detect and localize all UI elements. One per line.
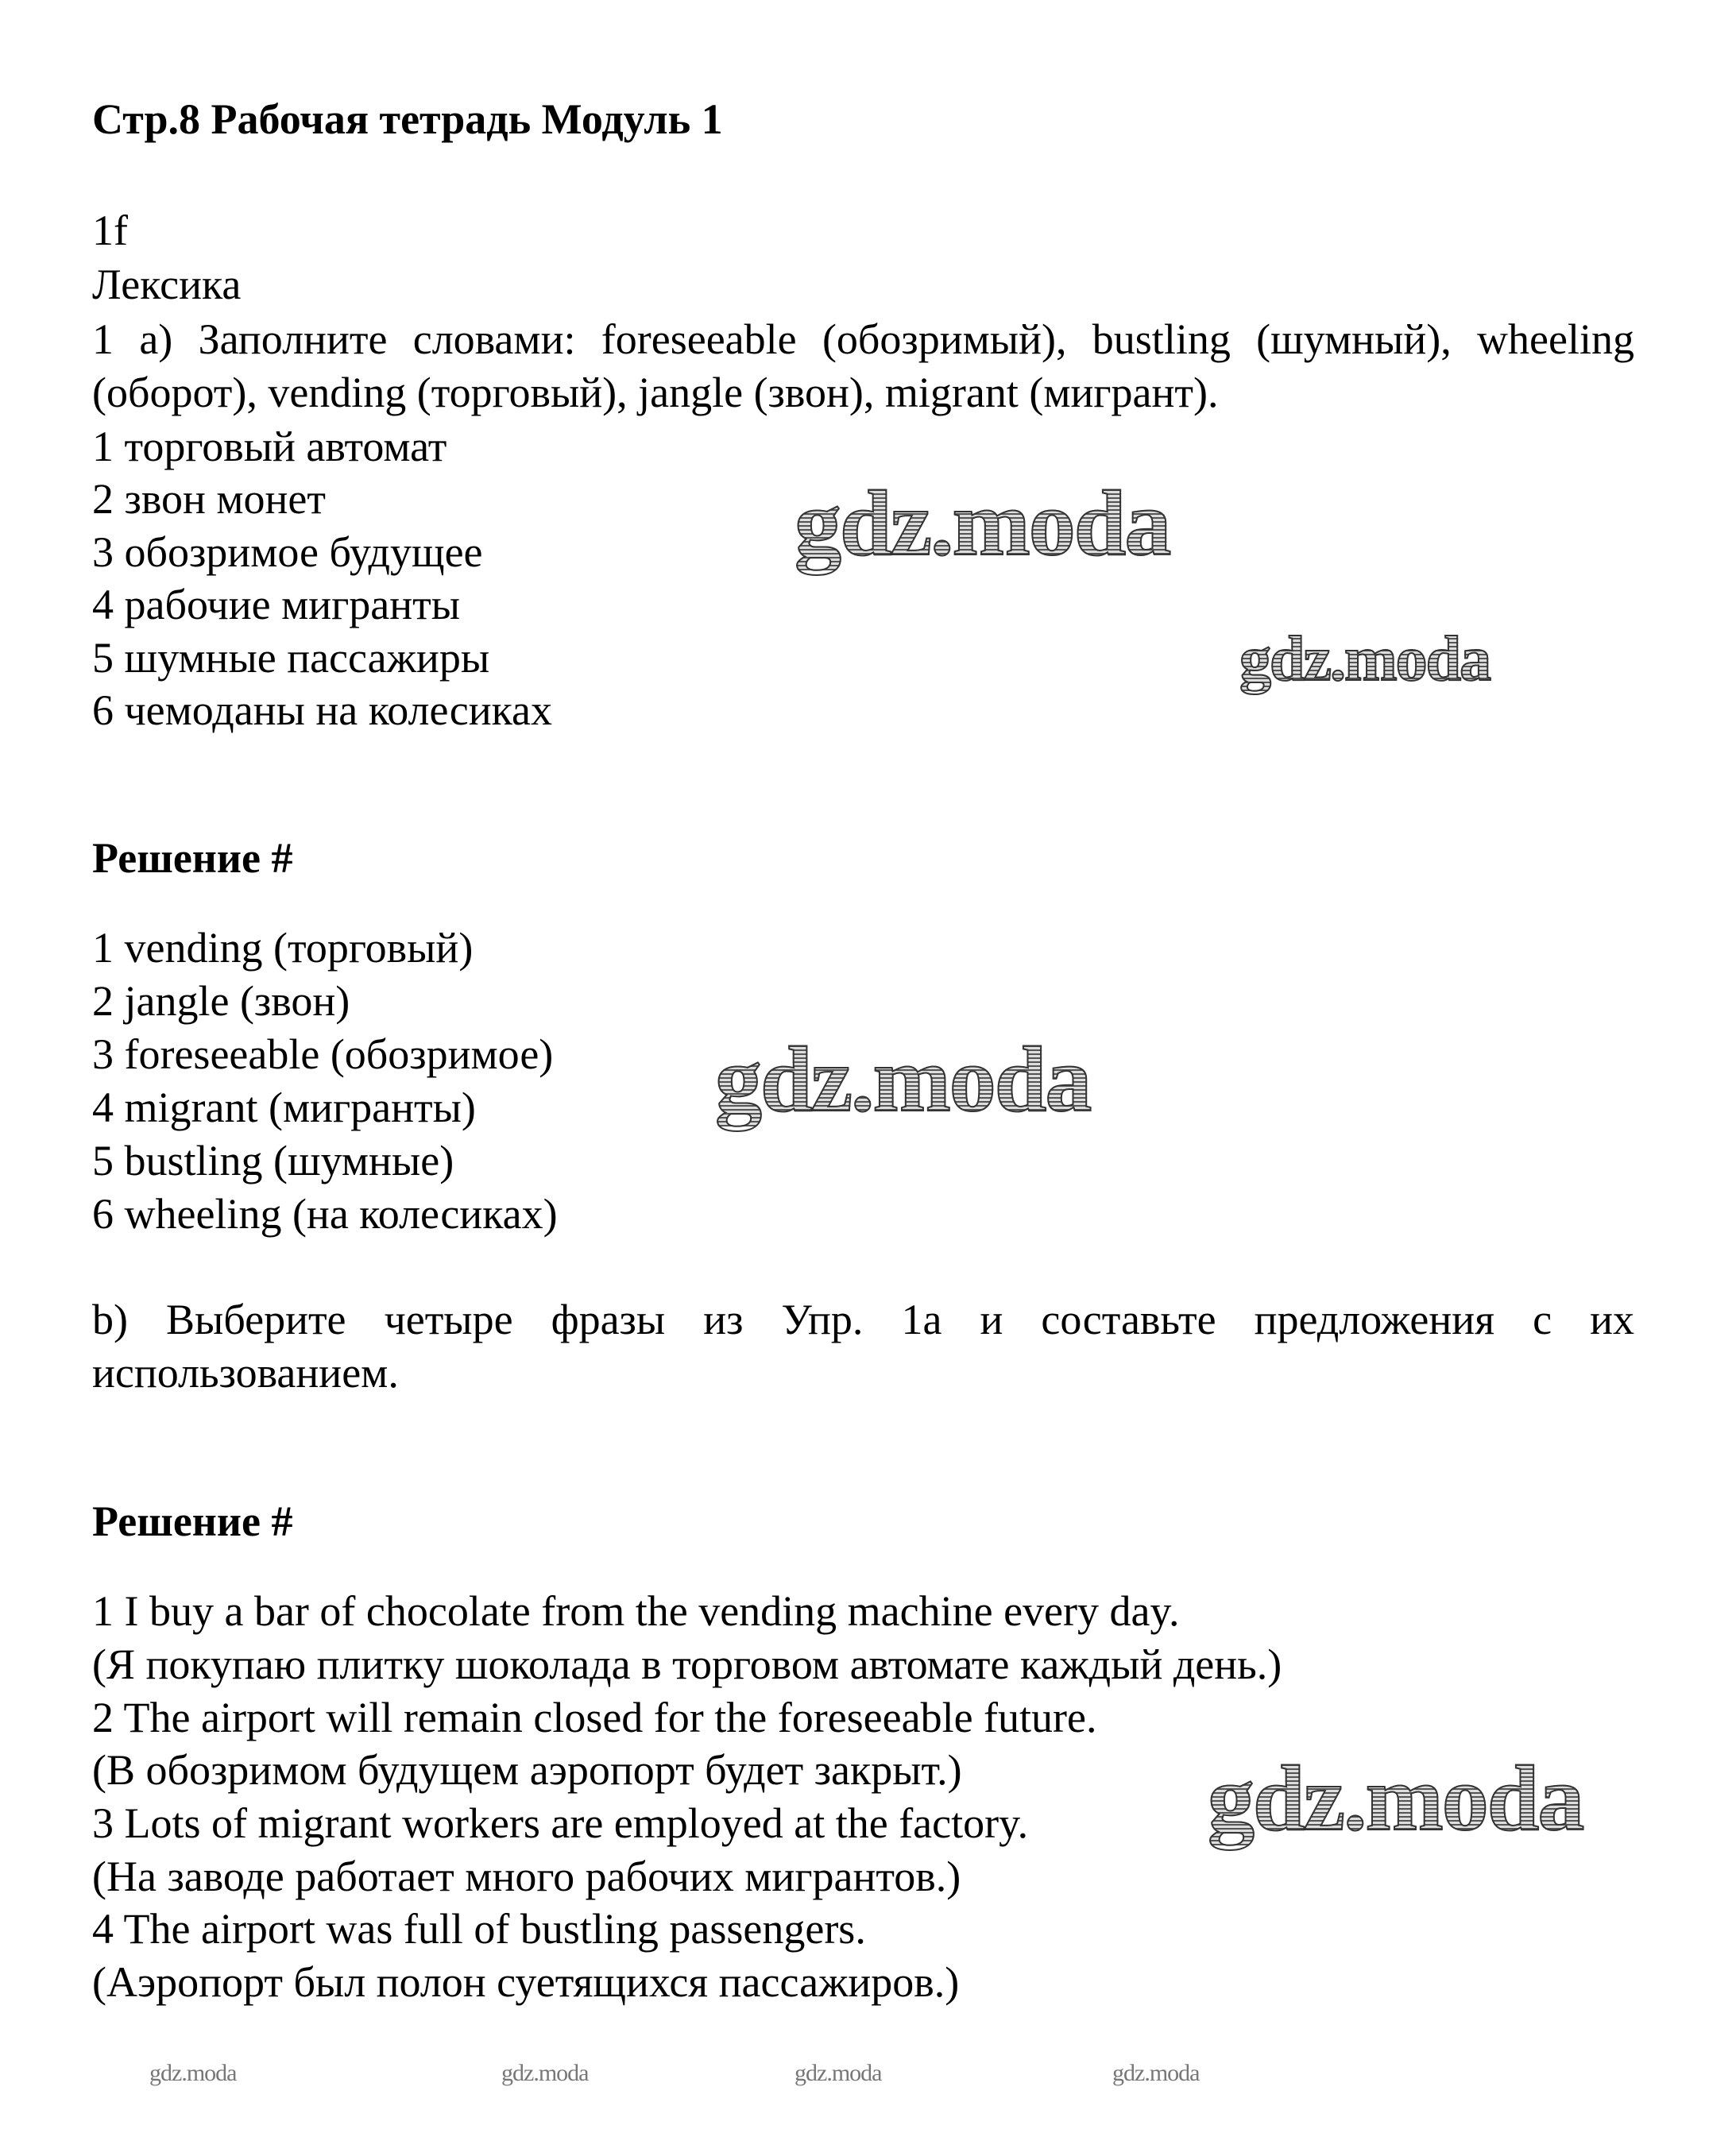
watermark: gdz.moda <box>1239 624 1490 694</box>
watermark: gdz.moda <box>715 1027 1091 1131</box>
answer-item: 3 foreseeable (обозримое) <box>92 1030 554 1078</box>
answer-item: 1 vending (торговый) <box>92 924 474 972</box>
exercise-item: 2 звон монет <box>92 475 326 523</box>
exercise-item: 1 торговый автомат <box>92 423 447 470</box>
page-title: Стр.8 Рабочая тетрадь Модуль 1 <box>92 95 723 143</box>
answer-item: 4 migrant (мигранты) <box>92 1084 476 1131</box>
exercise-item: 6 чемоданы на колесиках <box>92 686 553 734</box>
sentence-line: 3 Lots of migrant workers are employed at the factory. <box>92 1799 1029 1847</box>
sentence-line: (Я покупаю плитку шоколада в торговом автомате каждый день.) <box>92 1640 1282 1688</box>
sentence-line: (Аэропорт был полон суетящихся пассажиров.) <box>92 1958 960 2006</box>
exercise-b-instruction: b) Выберите четыре фразы из Упр. 1a и составьте предложения с их использованием. <box>92 1296 1634 1397</box>
watermark-small: gdz.moda <box>149 2060 237 2086</box>
exercise-a-instruction: 1 a) Заполните словами: foreseeable (обозримый), bustling (шумный), wheeling (оборот), vending (торговый), jangle (звон), migrant (мигрант). <box>92 315 1634 416</box>
solution-heading: Решение # <box>92 834 293 882</box>
sentence-line: 4 The airport was full of bustling passengers. <box>92 1905 866 1953</box>
section-label: 1f <box>92 207 128 254</box>
answer-item: 2 jangle (звон) <box>92 977 350 1025</box>
watermark: gdz.moda <box>795 471 1170 575</box>
sentence-line: 1 I buy a bar of chocolate from the vending machine every day. <box>92 1587 1180 1635</box>
watermark-small: gdz.moda <box>1112 2060 1200 2086</box>
sentence-line: (На заводе работает много рабочих мигрантов.) <box>92 1853 961 1900</box>
watermark-small: gdz.moda <box>501 2060 589 2086</box>
exercise-item: 4 рабочие мигранты <box>92 581 461 628</box>
solution-heading: Решение # <box>92 1497 293 1545</box>
exercise-item: 3 обозримое будущее <box>92 528 483 576</box>
answer-item: 5 bustling (шумные) <box>92 1137 454 1184</box>
watermark: gdz.moda <box>1208 1746 1583 1850</box>
sentence-line: 2 The airport will remain closed for the foreseeable future. <box>92 1694 1097 1741</box>
exercise-item: 5 шумные пассажиры <box>92 634 490 682</box>
sentence-line: (В обозримом будущем аэропорт будет закрыт.) <box>92 1746 962 1794</box>
answer-item: 6 wheeling (на колесиках) <box>92 1190 558 1238</box>
watermark-small: gdz.moda <box>795 2060 882 2086</box>
subsection-label: Лексика <box>92 261 242 308</box>
